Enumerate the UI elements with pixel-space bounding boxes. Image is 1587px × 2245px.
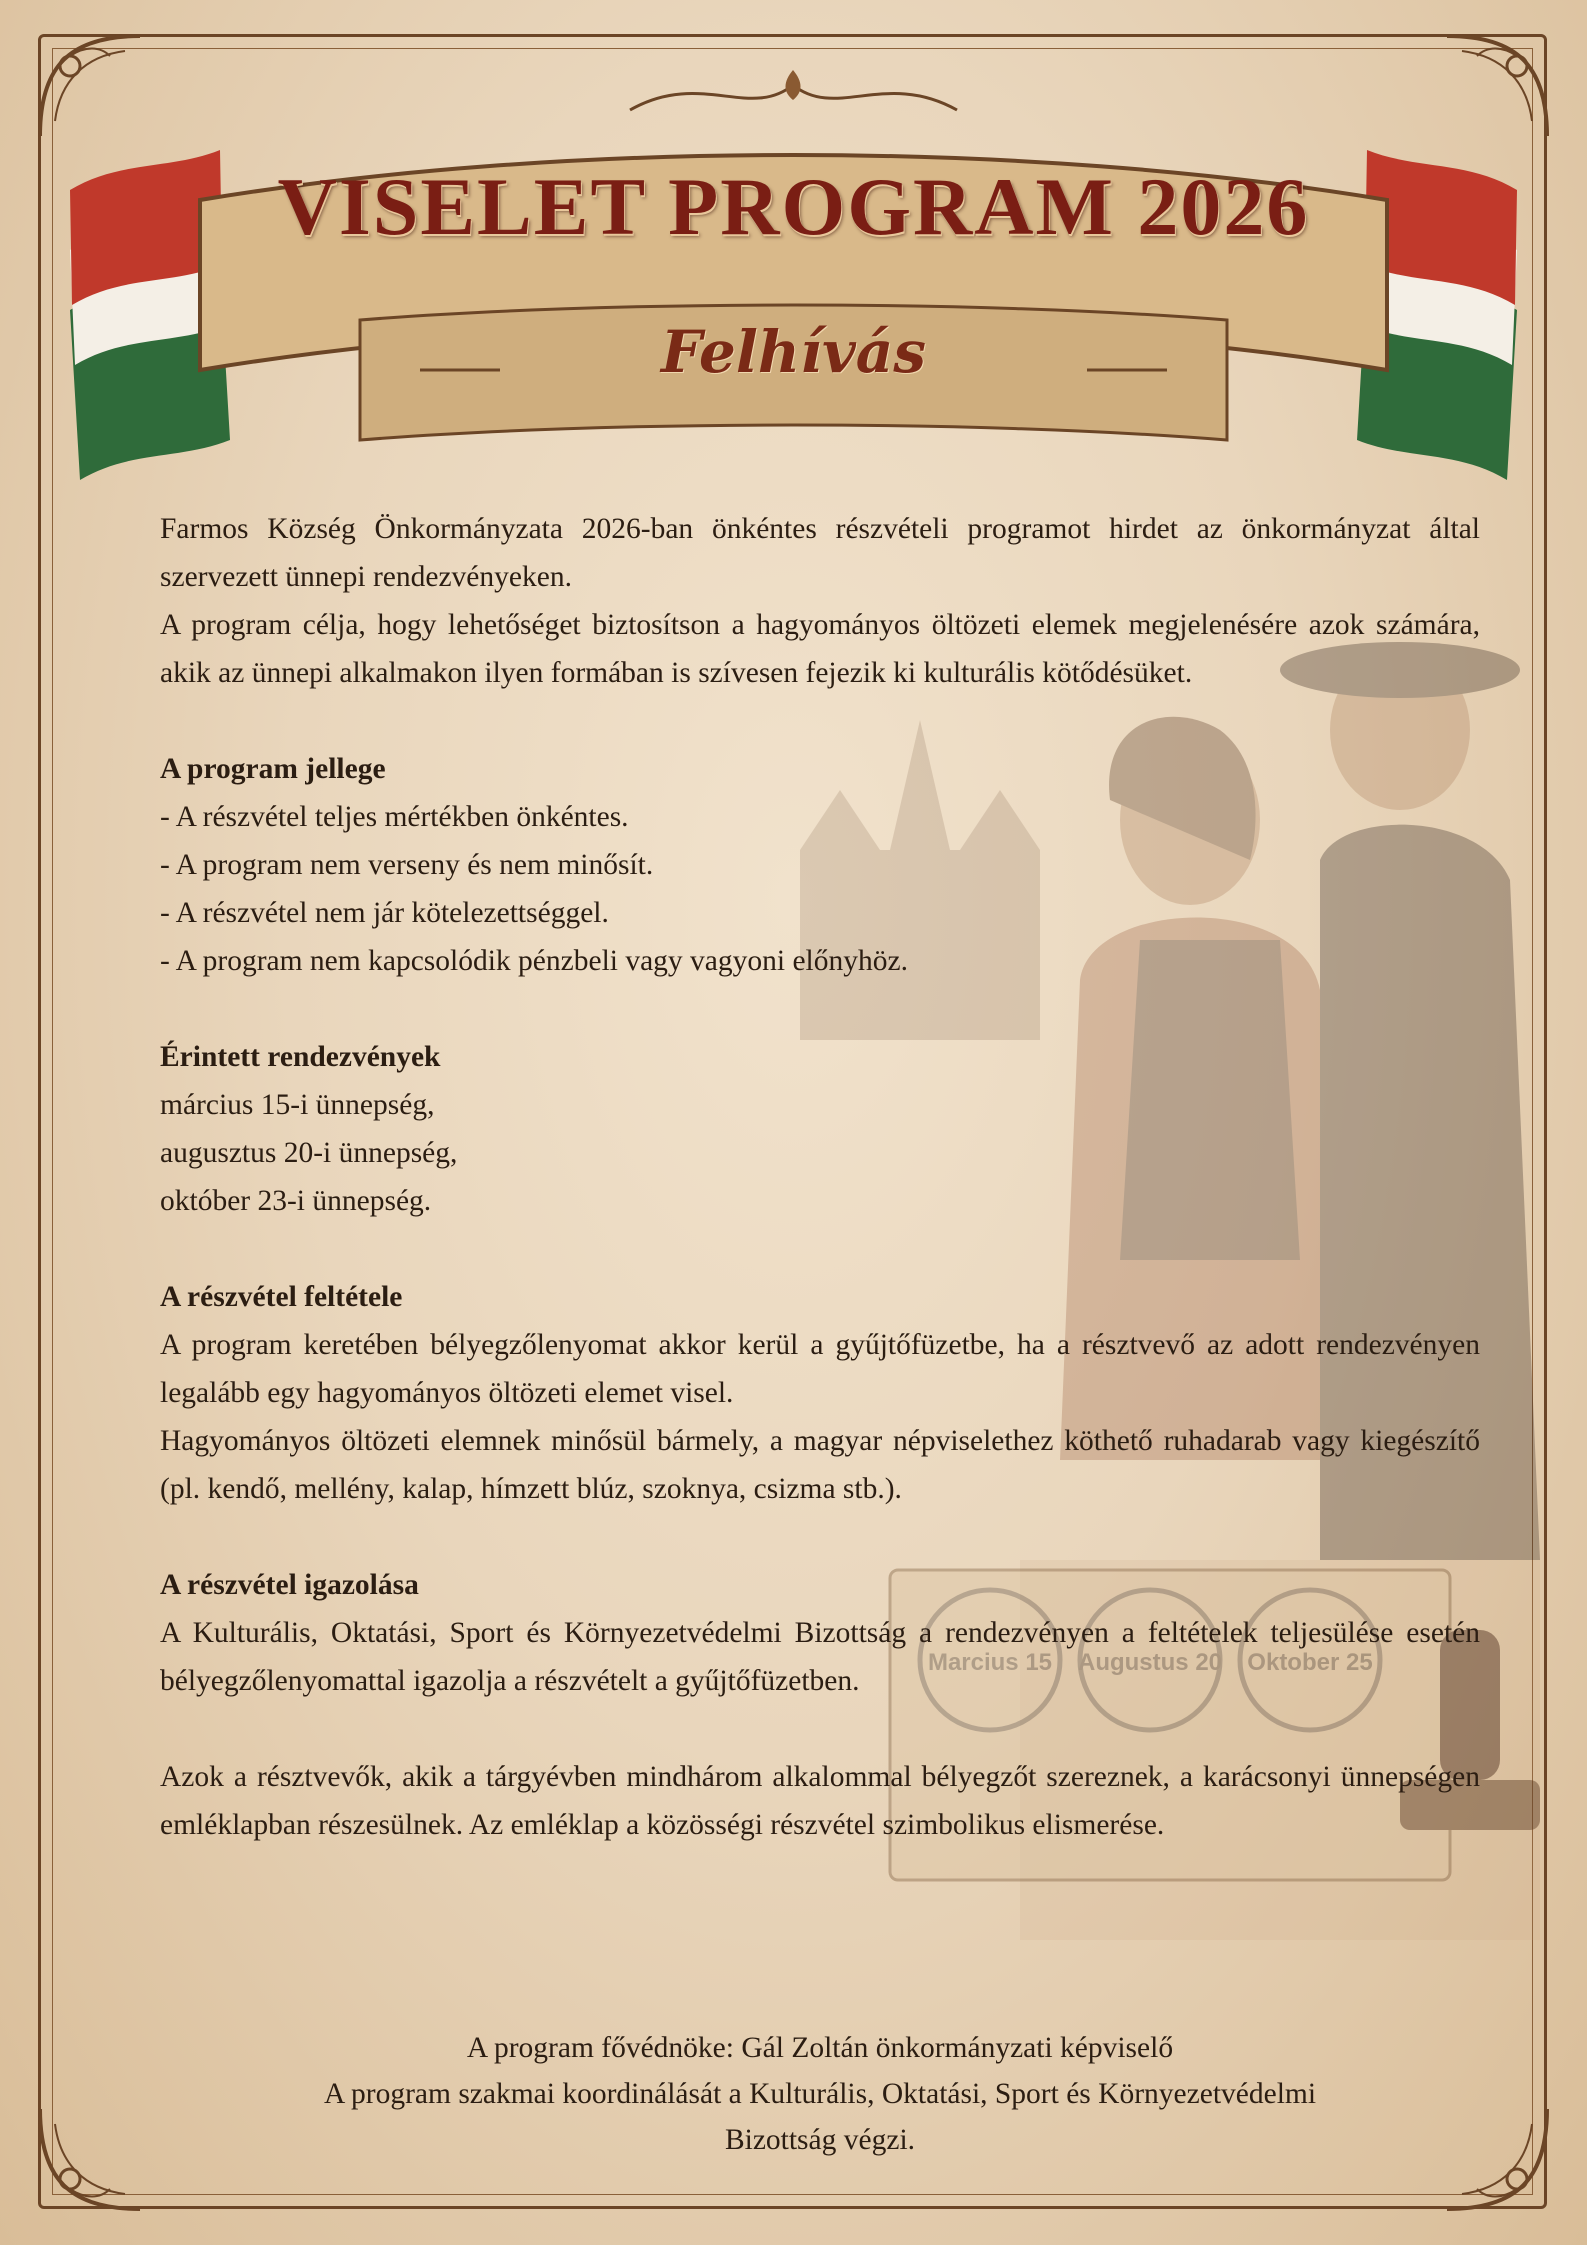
section-heading-condition: A részvétel feltétele — [160, 1281, 403, 1313]
intro-paragraph-1: Farmos Község Önkormányzata 2026-ban önkéntes részvételi programot hirdet az önkormányzat által szervezett ünnepi rendezvényeken. — [160, 513, 1480, 593]
list-item: - A program nem verseny és nem minősít. — [160, 849, 654, 881]
verification-paragraph: A Kulturális, Oktatási, Sport és Környezetvédelmi Bizottság a rendezvényen a feltételek teljesülése esetén bélyegzőlenyomattal igazolja a részvételt a gyűjtőfüzetben. — [160, 1617, 1480, 1697]
condition-paragraph-2: Hagyományos öltözeti elemnek minősül bármely, a magyar népviselethez köthető ruhadarab vagy kiegészítő (pl. kendő, mellény, kalap, hímzett blúz, szoknya, csizma stb.). — [160, 1425, 1480, 1505]
footer-coordination-end: Bizottság végzi. — [724, 2124, 916, 2156]
list-item: - A részvétel nem jár kötelezettséggel. — [160, 897, 609, 929]
footer — [160, 2025, 1480, 2163]
page-subtitle: Felhívás — [660, 318, 927, 386]
list-item: október 23-i ünnepség. — [160, 1185, 432, 1217]
list-item: augusztus 20-i ünnepség, — [160, 1137, 458, 1169]
stamp-label-2: Augustus 20 — [1077, 1649, 1223, 1676]
list-item: - A program nem kapcsolódik pénzbeli vagy vagyoni előnyhöz. — [160, 945, 908, 977]
list-item: - A részvétel teljes mértékben önkéntes. — [160, 801, 629, 833]
stamp-label-3: Oktober 25 — [1247, 1649, 1373, 1676]
stamp-label-1: Marcius 15 — [927, 1649, 1053, 1676]
footer-coordination: A program szakmai koordinálását a Kulturális, Oktatási, Sport és Környezetvédelmi — [323, 2078, 1317, 2110]
list-item: március 15-i ünnepség, — [160, 1089, 435, 1121]
condition-paragraph-1: A program keretében bélyegzőlenyomat akkor kerül a gyűjtőfüzetbe, ha a résztvevő az adott rendezvényen legalább egy hagyományos öltözeti elemet visel. — [160, 1329, 1480, 1409]
page-title: VISELET PROGRAM 2026 — [277, 161, 1310, 252]
section-heading-nature: A program jellege — [160, 753, 386, 785]
corner-ornament-icon — [30, 2099, 150, 2219]
section-heading-events: Érintett rendezvények — [160, 1041, 441, 1073]
footer-patron: A program fővédnöke: Gál Zoltán önkormányzati képviselő — [466, 2032, 1174, 2064]
main-content — [160, 505, 1480, 1849]
section-heading-verification: A részvétel igazolása — [160, 1569, 419, 1601]
reward-paragraph: Azok a résztvevők, akik a tárgyévben mindhárom alkalommal bélyegzőt szereznek, a karácsonyi ünnepségen emléklapban részesülnek. Az emléklap a közösségi részvétel szimbolikus elismerése. — [160, 1761, 1480, 1841]
intro-paragraph-2: A program célja, hogy lehetőséget biztosítson a hagyományos öltözeti elemek megjelenésére azok számára, akik az ünnepi alkalmakon ilyen formában is szívesen fejezik ki kulturális kötődésüket. — [160, 609, 1480, 689]
